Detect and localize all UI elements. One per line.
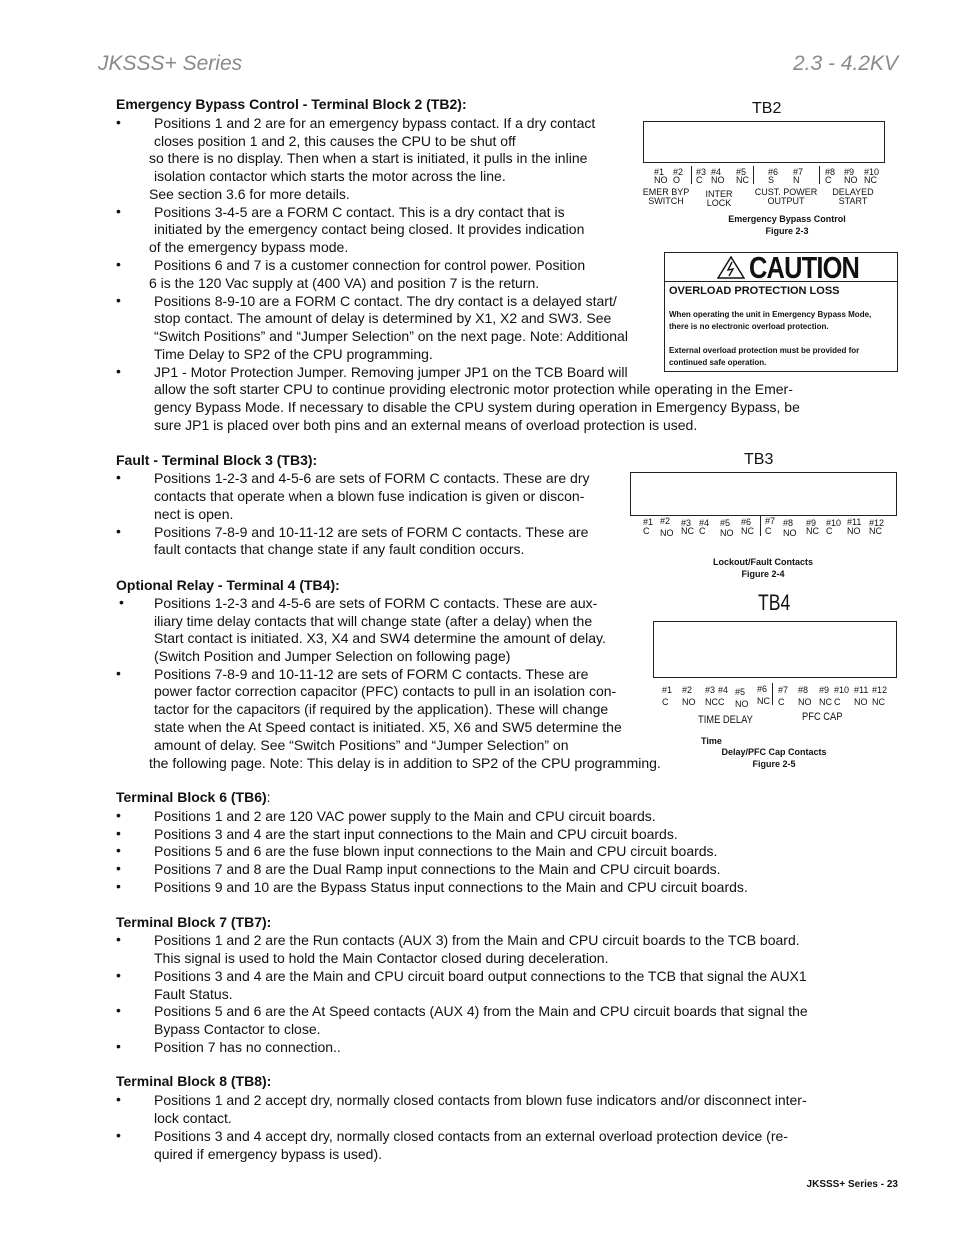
tb4-group-pfc-cap: PFC CAP xyxy=(802,711,843,723)
body-line: 6 is the 120 Vac supply at (400 VA) and position 7 is the return. xyxy=(149,275,540,291)
caution-box xyxy=(664,252,898,372)
tb4-pin-type: NO xyxy=(854,697,868,707)
tb3-label: TB3 xyxy=(744,451,774,468)
body-line: Positions 7-8-9 and 10-11-12 are sets of FORM C contacts. These are xyxy=(154,666,589,682)
body-line: power factor correction capacitor (PFC) contacts to pull in an isolation con- xyxy=(154,683,617,699)
bullet: • xyxy=(116,825,121,841)
tb4-pin-number: #7 xyxy=(778,685,789,695)
tb4-group-time-delay: TIME DELAY xyxy=(698,714,753,726)
body-line: JP1 - Motor Protection Jumper. Removing jumper JP1 on the TCB Board will xyxy=(154,364,628,380)
body-line: Position 7 has no connection.. xyxy=(154,1039,341,1055)
tb6-title-text: Terminal Block 6 (TB6) xyxy=(116,789,267,805)
tb3-pin-number: #6 xyxy=(741,517,752,527)
caution-header xyxy=(665,250,897,285)
body-line: Positions 1 and 2 are the Run contacts (AUX 3) from the Main and CPU circuit boards to the TCB board. xyxy=(154,932,800,948)
body-line: Positions 3 and 4 accept dry, normally closed contacts from an external overload protection device (re- xyxy=(154,1128,788,1144)
bullet: • xyxy=(116,860,121,876)
tb2-pin-number: #3 xyxy=(696,167,707,177)
figure-number: Figure 2-5 xyxy=(752,759,796,769)
tb3-pin-type: NC xyxy=(806,526,819,536)
tb3-pin-type: NC xyxy=(741,526,754,536)
warning-triangle-icon xyxy=(717,256,745,279)
tb3-pin-type: C xyxy=(826,526,833,536)
tb2-pin-type: S xyxy=(768,175,775,185)
tb3-pin-type: NO xyxy=(660,528,674,538)
body-line: contacts that operate when a blown fuse indication is given or discon- xyxy=(154,488,585,504)
tb4-section-title: Optional Relay - Terminal 4 (TB4): xyxy=(116,577,340,593)
bullet: • xyxy=(116,114,121,130)
tb6-title-colon: : xyxy=(266,789,271,805)
tb3-pin-number: #12 xyxy=(869,518,885,528)
figure-caption: Emergency Bypass Control xyxy=(728,214,846,224)
tb4-pin-number: #6 xyxy=(757,684,768,694)
body-line: Positions 1-2-3 and 4-5-6 are sets of FORM C contacts. These are dry xyxy=(154,470,590,486)
tb3-pin-type: NO xyxy=(720,528,734,538)
voltage-header: 2.3 - 4.2KV xyxy=(792,52,898,75)
bullet: • xyxy=(116,523,121,539)
tb4-pin-number: #2 xyxy=(682,685,693,695)
body-line: gency Bypass Mode. If necessary to disable the CPU system during operation in Emergency Bypass, be xyxy=(154,399,800,415)
tb2-pin-number: #9 xyxy=(844,167,855,177)
figure-number: Figure 2-3 xyxy=(765,226,809,236)
body-line: Positions 5 and 6 are the fuse blown input connections to the Main and CPU circuit boards. xyxy=(154,843,718,859)
tb2-pin-type: NO xyxy=(711,175,725,185)
bullet: • xyxy=(116,363,121,379)
bullet: • xyxy=(116,931,121,947)
caution-paragraph-1 xyxy=(669,309,871,333)
body-line: (Switch Position and Jumper Selection on following page) xyxy=(154,648,511,664)
body-line: closes position 1 and 2, this causes the CPU to be shut off xyxy=(154,133,516,149)
group-label: SWITCH xyxy=(648,196,684,206)
body-line: fault contacts that change state if any fault condition occurs. xyxy=(154,541,525,557)
tb3-pin-number: #2 xyxy=(660,516,671,526)
caution-word: CAUTION xyxy=(749,250,860,285)
tb2-separator xyxy=(691,166,692,184)
bullet: • xyxy=(116,292,121,308)
body-line: Positions 5 and 6 are the At Speed contacts (AUX 4) from the Main and CPU circuit boards that signal the xyxy=(154,1003,808,1019)
caution-text: continued safe operation. xyxy=(669,358,767,367)
body-line: isolation contactor which starts the motor across the line. xyxy=(154,168,506,184)
bullet: • xyxy=(116,203,121,219)
tb2-pin-number: #7 xyxy=(793,167,804,177)
tb3-pin-number: #5 xyxy=(720,518,731,528)
tb4-pin-type: NC xyxy=(757,696,770,706)
tb3-pin-type: C xyxy=(699,526,706,536)
body-line: initiated by the emergency contact being closed. It provides indication xyxy=(154,221,585,237)
tb2-pin-type: N xyxy=(793,175,800,185)
bullet: • xyxy=(116,1127,121,1143)
tb3-pin-number: #9 xyxy=(806,518,817,528)
group-label: OUTPUT xyxy=(767,196,805,206)
tb2-block xyxy=(643,121,885,163)
body-line: Time Delay to SP2 of the CPU programming. xyxy=(154,346,433,362)
bullet: • xyxy=(116,1038,121,1054)
tb2-pin-type: O xyxy=(673,175,681,185)
body-line: See section 3.6 for more details. xyxy=(149,186,350,202)
body-line: stop contact. The amount of delay is determined by X1, X2 and SW3. See xyxy=(154,310,612,326)
tb2-pin-type: C xyxy=(825,175,832,185)
tb4-pin-type: NO xyxy=(798,697,812,707)
tb3-pin-type: NC xyxy=(869,526,882,536)
body-line: Positions 1 and 2 accept dry, normally closed contacts from blown fuse indicators and/or disconnect inter- xyxy=(154,1092,807,1108)
body-line: Positions 3 and 4 are the Main and CPU circuit board output connections to the TCB that signal the AUX1 xyxy=(154,968,807,984)
tb4-pin-type: C xyxy=(718,697,725,707)
tb2-pin-type: C xyxy=(696,175,703,185)
body-line: state when the At Speed contact is initiated. X5, X6 and SW5 determine the xyxy=(154,719,622,735)
tb4-pin-type: C xyxy=(778,697,785,707)
body-line: Fault Status. xyxy=(154,986,233,1002)
bullet: • xyxy=(116,842,121,858)
tb3-section-title: Fault - Terminal Block 3 (TB3): xyxy=(116,452,318,468)
tb4-pin-type: NO xyxy=(735,699,749,709)
body-line: of the emergency bypass mode. xyxy=(149,239,349,255)
tb3-separator xyxy=(760,516,761,536)
body-line: Positions 1-2-3 and 4-5-6 are sets of FORM C contacts. These are aux- xyxy=(154,595,598,611)
tb3-pin-number: #4 xyxy=(699,518,710,528)
figure-caption: Delay/PFC Cap Contacts xyxy=(721,747,827,757)
figure-number: Figure 2-4 xyxy=(741,569,785,579)
body-line: Positions 1 and 2 are for an emergency bypass contact. If a dry contact xyxy=(154,115,596,131)
tb3-caption xyxy=(680,556,846,580)
tb4-caption xyxy=(700,746,848,770)
tb4-pin-number: #1 xyxy=(662,685,673,695)
body-line: sure JP1 is placed over both pins and an external means of overload protection is used. xyxy=(154,417,698,433)
tb2-pin-number: #8 xyxy=(825,167,836,177)
caution-text: External overload protection must be provided for xyxy=(669,346,860,355)
tb4-caption-prefix: Time xyxy=(701,736,722,746)
tb2-pin-number: #1 xyxy=(654,167,665,177)
tb3-pin-number: #10 xyxy=(826,518,842,528)
caution-text: When operating the unit in Emergency Bypass Mode, xyxy=(669,310,872,319)
group-label: EMER BYP xyxy=(642,187,690,197)
group-label: CUST. POWER xyxy=(754,187,818,197)
tb2-section-title: Emergency Bypass Control - Terminal Block 2 (TB2): xyxy=(116,96,467,112)
caution-text: there is no electronic overload protection. xyxy=(669,322,829,331)
caution-paragraph-2 xyxy=(669,345,859,369)
body-line: Positions 7-8-9 and 10-11-12 are sets of FORM C contacts. These are xyxy=(154,524,589,540)
bullet: • xyxy=(116,256,121,272)
body-line: Bypass Contactor to close. xyxy=(154,1021,321,1037)
body-line: amount of delay. See “Switch Positions” and “Jumper Selection” on xyxy=(154,737,569,753)
tb3-pin-number: #1 xyxy=(643,517,654,527)
body-line: tactor for the capacitors (if required by the application). These will change xyxy=(154,701,609,717)
tb4-pin-type: NC xyxy=(872,697,885,707)
body-line: the following page. Note: This delay is in addition to SP2 of the CPU programming. xyxy=(149,755,661,771)
tb4-pin-number: #5 xyxy=(735,687,746,697)
bullet: • xyxy=(116,1002,121,1018)
body-line: Start contact is initiated. X3, X4 and SW4 determine the amount of delay. xyxy=(154,630,606,646)
tb4-pin-number: #10 xyxy=(834,685,850,695)
tb2-separator xyxy=(819,166,820,184)
tb6-section-title xyxy=(116,789,271,805)
tb2-pin-number: #10 xyxy=(864,167,880,177)
tb2-separator xyxy=(753,166,754,184)
tb2-group-cust-power xyxy=(751,188,821,206)
tb2-pin-type: NO xyxy=(654,175,668,185)
tb3-pin-number: #3 xyxy=(681,518,692,528)
tb3-pin-type: NO xyxy=(783,528,797,538)
group-label: DELAYED xyxy=(832,187,874,197)
body-line: Positions 6 and 7 is a customer connection for control power. Position xyxy=(154,257,586,273)
tb4-pin-number: #4 xyxy=(718,685,729,695)
body-line: Positions 7 and 8 are the Dual Ramp input connections to the Main and CPU circuit boards. xyxy=(154,861,721,877)
tb4-pin-type: C xyxy=(834,697,841,707)
tb3-block xyxy=(630,472,897,516)
body-line: Positions 9 and 10 are the Bypass Status input connections to the Main and CPU circuit boards. xyxy=(154,879,748,895)
tb3-pin-type: C xyxy=(643,526,650,536)
tb7-section-title: Terminal Block 7 (TB7): xyxy=(116,914,272,930)
tb4-pin-number: #8 xyxy=(798,685,809,695)
tb3-pin-number: #7 xyxy=(765,516,776,526)
body-line: quired if emergency bypass is used). xyxy=(154,1146,382,1162)
group-label: INTER xyxy=(705,189,733,199)
tb3-pin-number: #8 xyxy=(783,518,794,528)
figure-caption: Lockout/Fault Contacts xyxy=(712,557,813,567)
group-label: START xyxy=(838,196,868,206)
tb3-pin-type: NC xyxy=(681,526,694,536)
tb3-pin-type: NO xyxy=(847,526,861,536)
tb4-pin-number: #11 xyxy=(854,685,869,695)
tb2-pin-number: #6 xyxy=(768,167,779,177)
body-line: lock contact. xyxy=(154,1110,232,1126)
tb3-pin-type: C xyxy=(765,526,772,536)
body-line: This signal is used to hold the Main Contactor closed during deceleration. xyxy=(154,950,609,966)
tb2-group-delayed-start xyxy=(823,188,883,206)
tb4-block xyxy=(653,621,897,678)
series-header: JKSSS+ Series xyxy=(98,52,243,75)
caution-heading: OVERLOAD PROTECTION LOSS xyxy=(669,285,840,297)
page-footer: JKSSS+ Series - 23 xyxy=(806,1179,898,1190)
bullet: • xyxy=(119,594,124,610)
tb2-pin-type: NO xyxy=(844,175,858,185)
tb2-caption xyxy=(693,213,881,237)
tb2-pin-number: #4 xyxy=(711,167,722,177)
tb2-pin-type: NC xyxy=(864,175,877,185)
body-line: “Switch Positions” and “Jumper Selection” on the next page. Note: Additional xyxy=(154,328,628,344)
body-line: allow the soft starter CPU to continue providing electronic motor protection while operating in the Emer- xyxy=(154,381,793,397)
bullet: • xyxy=(116,469,121,485)
bullet: • xyxy=(116,878,121,894)
body-line: Positions 3 and 4 are the start input connections to the Main and CPU circuit boards. xyxy=(154,826,678,842)
tb2-pin-number: #5 xyxy=(736,167,747,177)
tb2-pin-number: #2 xyxy=(673,167,684,177)
body-line: Positions 3-4-5 are a FORM C contact. This is a dry contact that is xyxy=(154,204,565,220)
tb4-pin-number: #9 xyxy=(819,685,830,695)
bullet: • xyxy=(116,807,121,823)
tb8-section-title: Terminal Block 8 (TB8): xyxy=(116,1073,272,1089)
tb4-pin-number: #12 xyxy=(872,685,888,695)
body-line: nect is open. xyxy=(154,506,234,522)
tb4-pin-type: C xyxy=(662,697,669,707)
bullet: • xyxy=(116,1091,121,1107)
body-line: so there is no display. Then when a start is initiated, it pulls in the inline xyxy=(149,150,588,166)
bullet: • xyxy=(116,665,121,681)
group-label: LOCK xyxy=(706,198,732,208)
tb2-pin-type: NC xyxy=(736,175,749,185)
body-line: Positions 1 and 2 are 120 VAC power supply to the Main and CPU circuit boards. xyxy=(154,808,656,824)
tb4-pin-type: NC xyxy=(705,697,718,707)
tb2-group-interlock xyxy=(697,190,741,208)
tb2-label: TB2 xyxy=(752,100,782,117)
tb2-group-emer-byp xyxy=(637,188,695,206)
tb4-pin-type: NC xyxy=(819,697,832,707)
tb4-pin-number: #3 xyxy=(705,685,716,695)
body-line: Positions 8-9-10 are a FORM C contact. The dry contact is a delayed start/ xyxy=(154,293,617,309)
tb3-pin-number: #11 xyxy=(847,517,862,527)
tb4-separator xyxy=(772,683,773,705)
bullet: • xyxy=(116,967,121,983)
body-line: iliary time delay contacts that will change state (after a delay) when the xyxy=(154,613,593,629)
tb4-pin-type: NO xyxy=(682,697,696,707)
tb4-label: TB4 xyxy=(758,590,791,615)
